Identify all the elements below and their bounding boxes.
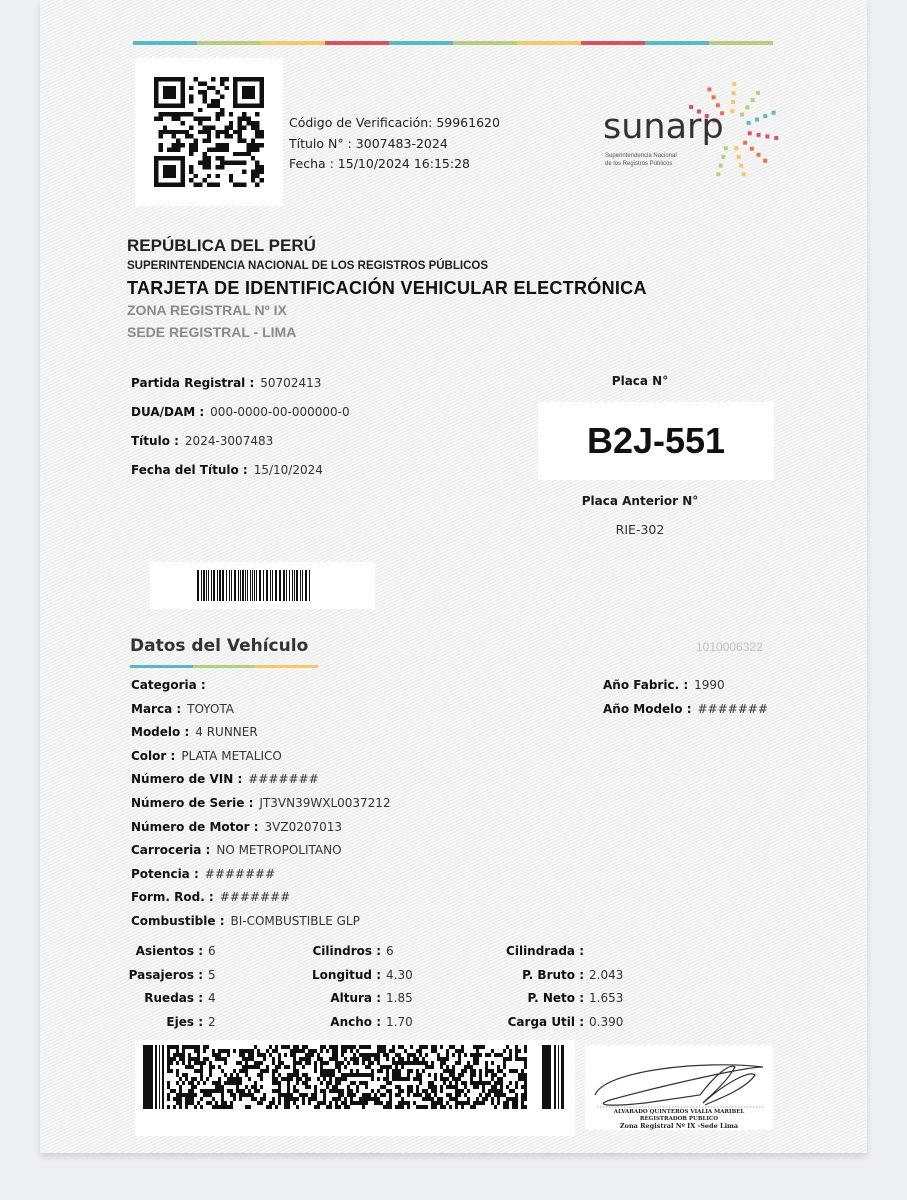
agency-heading: SUPERINTENDENCIA NACIONAL DE LOS REGISTROS PÚBLICOS <box>127 260 489 272</box>
registry-zone: ZONA REGISTRAL Nº IX <box>127 302 287 318</box>
spec-value: 2 <box>208 1015 216 1030</box>
field-fecha-titulo <box>131 463 323 477</box>
field-label: Fecha del Título : <box>131 463 248 477</box>
band-segment <box>261 41 325 45</box>
spec-label: Altura : <box>330 991 381 1006</box>
spec-label: P. Neto : <box>527 991 584 1006</box>
field-label: Número de Serie : <box>131 796 254 810</box>
qr-code <box>135 58 283 206</box>
logo-subtitle-line2: de los Registros Públicos <box>605 161 673 167</box>
verification-code: Código de Verificación: 59961620 <box>289 115 500 130</box>
logo-wordmark: sunarp <box>603 107 724 147</box>
spec-label: Ejes : <box>166 1015 203 1030</box>
verification-info <box>289 113 500 175</box>
field-value: ####### <box>697 701 768 716</box>
vehicle-field <box>131 702 234 716</box>
plate-number: B2J-551 <box>586 420 726 461</box>
spec-value: 6 <box>208 944 216 958</box>
field-titulo <box>131 434 273 448</box>
vehicle-field <box>603 702 768 716</box>
field-partida <box>131 376 321 390</box>
plate-box <box>538 402 774 480</box>
field-label: Combustible : <box>131 914 225 928</box>
vehicle-field <box>131 772 319 786</box>
field-label: Número de VIN : <box>131 772 243 787</box>
spec-value: 4 <box>208 991 216 1006</box>
field-value: PLATA METALICO <box>181 748 282 763</box>
field-label: Año Modelo : <box>603 701 692 716</box>
spec-label: Cilindros : <box>312 944 381 958</box>
field-value: JT3VN39WXL0037212 <box>259 796 391 810</box>
signer-name: ALVARADO QUINTEROS VIALIA MARIBEL <box>613 1109 745 1115</box>
field-value: 4 RUNNER <box>195 725 258 740</box>
field-value: 1990 <box>694 678 725 692</box>
band-segment <box>517 41 581 45</box>
field-value: ####### <box>204 866 276 881</box>
vehicle-field <box>131 796 391 810</box>
spec-label: Asientos : <box>135 944 203 958</box>
band-segment <box>453 41 517 45</box>
vehicle-field <box>131 678 212 692</box>
field-label: Año Fabric. : <box>603 678 689 692</box>
verification-date: Fecha : 15/10/2024 16:15:28 <box>289 156 470 171</box>
field-value: TOYOTA <box>187 701 235 716</box>
verification-title: Título N° : 3007483-2024 <box>289 135 448 151</box>
field-value: 50702413 <box>260 376 322 390</box>
vehicle-field <box>131 843 342 857</box>
field-label: Color : <box>131 748 176 763</box>
band-segment <box>389 41 453 45</box>
field-label: Categoria : <box>131 678 206 692</box>
band-segment <box>325 41 389 45</box>
field-label: DUA/DAM : <box>131 405 205 419</box>
band-segment <box>645 41 709 45</box>
spec-value: 6 <box>386 944 394 958</box>
previous-plate-number: RIE-302 <box>615 522 665 537</box>
signature-block <box>585 1045 773 1130</box>
field-dua <box>131 405 350 419</box>
band-segment <box>133 41 197 45</box>
plate-label: Placa N° <box>611 374 669 388</box>
vehicle-field <box>131 725 258 739</box>
previous-plate-label: Placa Anterior N° <box>581 494 699 508</box>
vehicle-field <box>131 749 282 763</box>
barcode-1d <box>150 562 375 609</box>
band-segment <box>709 41 773 45</box>
spec-label: Ancho : <box>330 1015 381 1030</box>
band-segment <box>581 41 645 45</box>
signer-zone: Zona Registral Nº IX -Sede Lima <box>619 1122 739 1130</box>
section-underline <box>130 665 318 668</box>
field-label: Carroceria : <box>131 843 211 858</box>
document-code: 1010006322 <box>696 640 763 654</box>
vehicle-field <box>131 820 342 834</box>
field-label: Potencia : <box>131 866 199 881</box>
spec-value: 2.043 <box>589 967 624 982</box>
field-value: ####### <box>248 772 319 787</box>
field-value: NO METROPOLITANO <box>216 843 342 858</box>
field-label: Número de Motor : <box>131 819 259 834</box>
field-value: 000-0000-00-000000-0 <box>210 405 350 419</box>
field-value: BI-COMBUSTIBLE GLP <box>230 914 360 928</box>
band-segment <box>197 41 261 45</box>
vehicle-field <box>603 678 725 692</box>
vehicle-field <box>131 890 290 904</box>
signer-role: REGISTRADOR PUBLICO <box>639 1116 719 1122</box>
spec-label: P. Bruto : <box>522 967 584 982</box>
pdf417-barcode <box>135 1040 575 1136</box>
field-value: 3VZ0207013 <box>264 819 343 834</box>
registry-office: SEDE REGISTRAL - LIMA <box>127 324 297 340</box>
logo-subtitle-line1: Superintendencia Nacional <box>605 153 677 159</box>
spec-value: 1.70 <box>386 1015 413 1030</box>
vehicle-field <box>131 914 360 928</box>
spec-value: 5 <box>208 967 216 982</box>
field-label: Título : <box>131 434 179 448</box>
spec-value: 0.390 <box>589 1015 624 1030</box>
spec-label: Pasajeros : <box>128 967 203 982</box>
spec-label: Ruedas : <box>144 991 203 1006</box>
field-value: ####### <box>219 890 291 905</box>
field-value: 2024-3007483 <box>184 434 274 448</box>
document-title: TARJETA DE IDENTIFICACIÓN VEHICULAR ELECTRÓNICA <box>127 278 647 298</box>
vehicle-section-title: Datos del Vehículo <box>130 636 309 656</box>
field-label: Marca : <box>131 701 182 716</box>
color-band <box>133 41 773 45</box>
field-value: 15/10/2024 <box>253 463 323 477</box>
sunarp-logo <box>603 74 793 184</box>
spec-label: Carga Util : <box>507 1015 584 1030</box>
country-heading: REPÚBLICA DEL PERÚ <box>127 236 316 255</box>
spec-label: Cilindrada : <box>506 944 584 958</box>
field-label: Form. Rod. : <box>131 890 214 905</box>
spec-label: Longitud : <box>312 967 381 982</box>
spec-value: 1.653 <box>589 991 624 1006</box>
spec-value: 1.85 <box>386 991 413 1006</box>
field-label: Modelo : <box>131 725 190 740</box>
logo-subtitle <box>605 152 715 168</box>
field-label: Partida Registral : <box>131 376 255 390</box>
vehicle-field <box>131 867 275 881</box>
spec-value: 4.30 <box>386 967 413 982</box>
vehicle-id-card <box>40 0 867 1153</box>
